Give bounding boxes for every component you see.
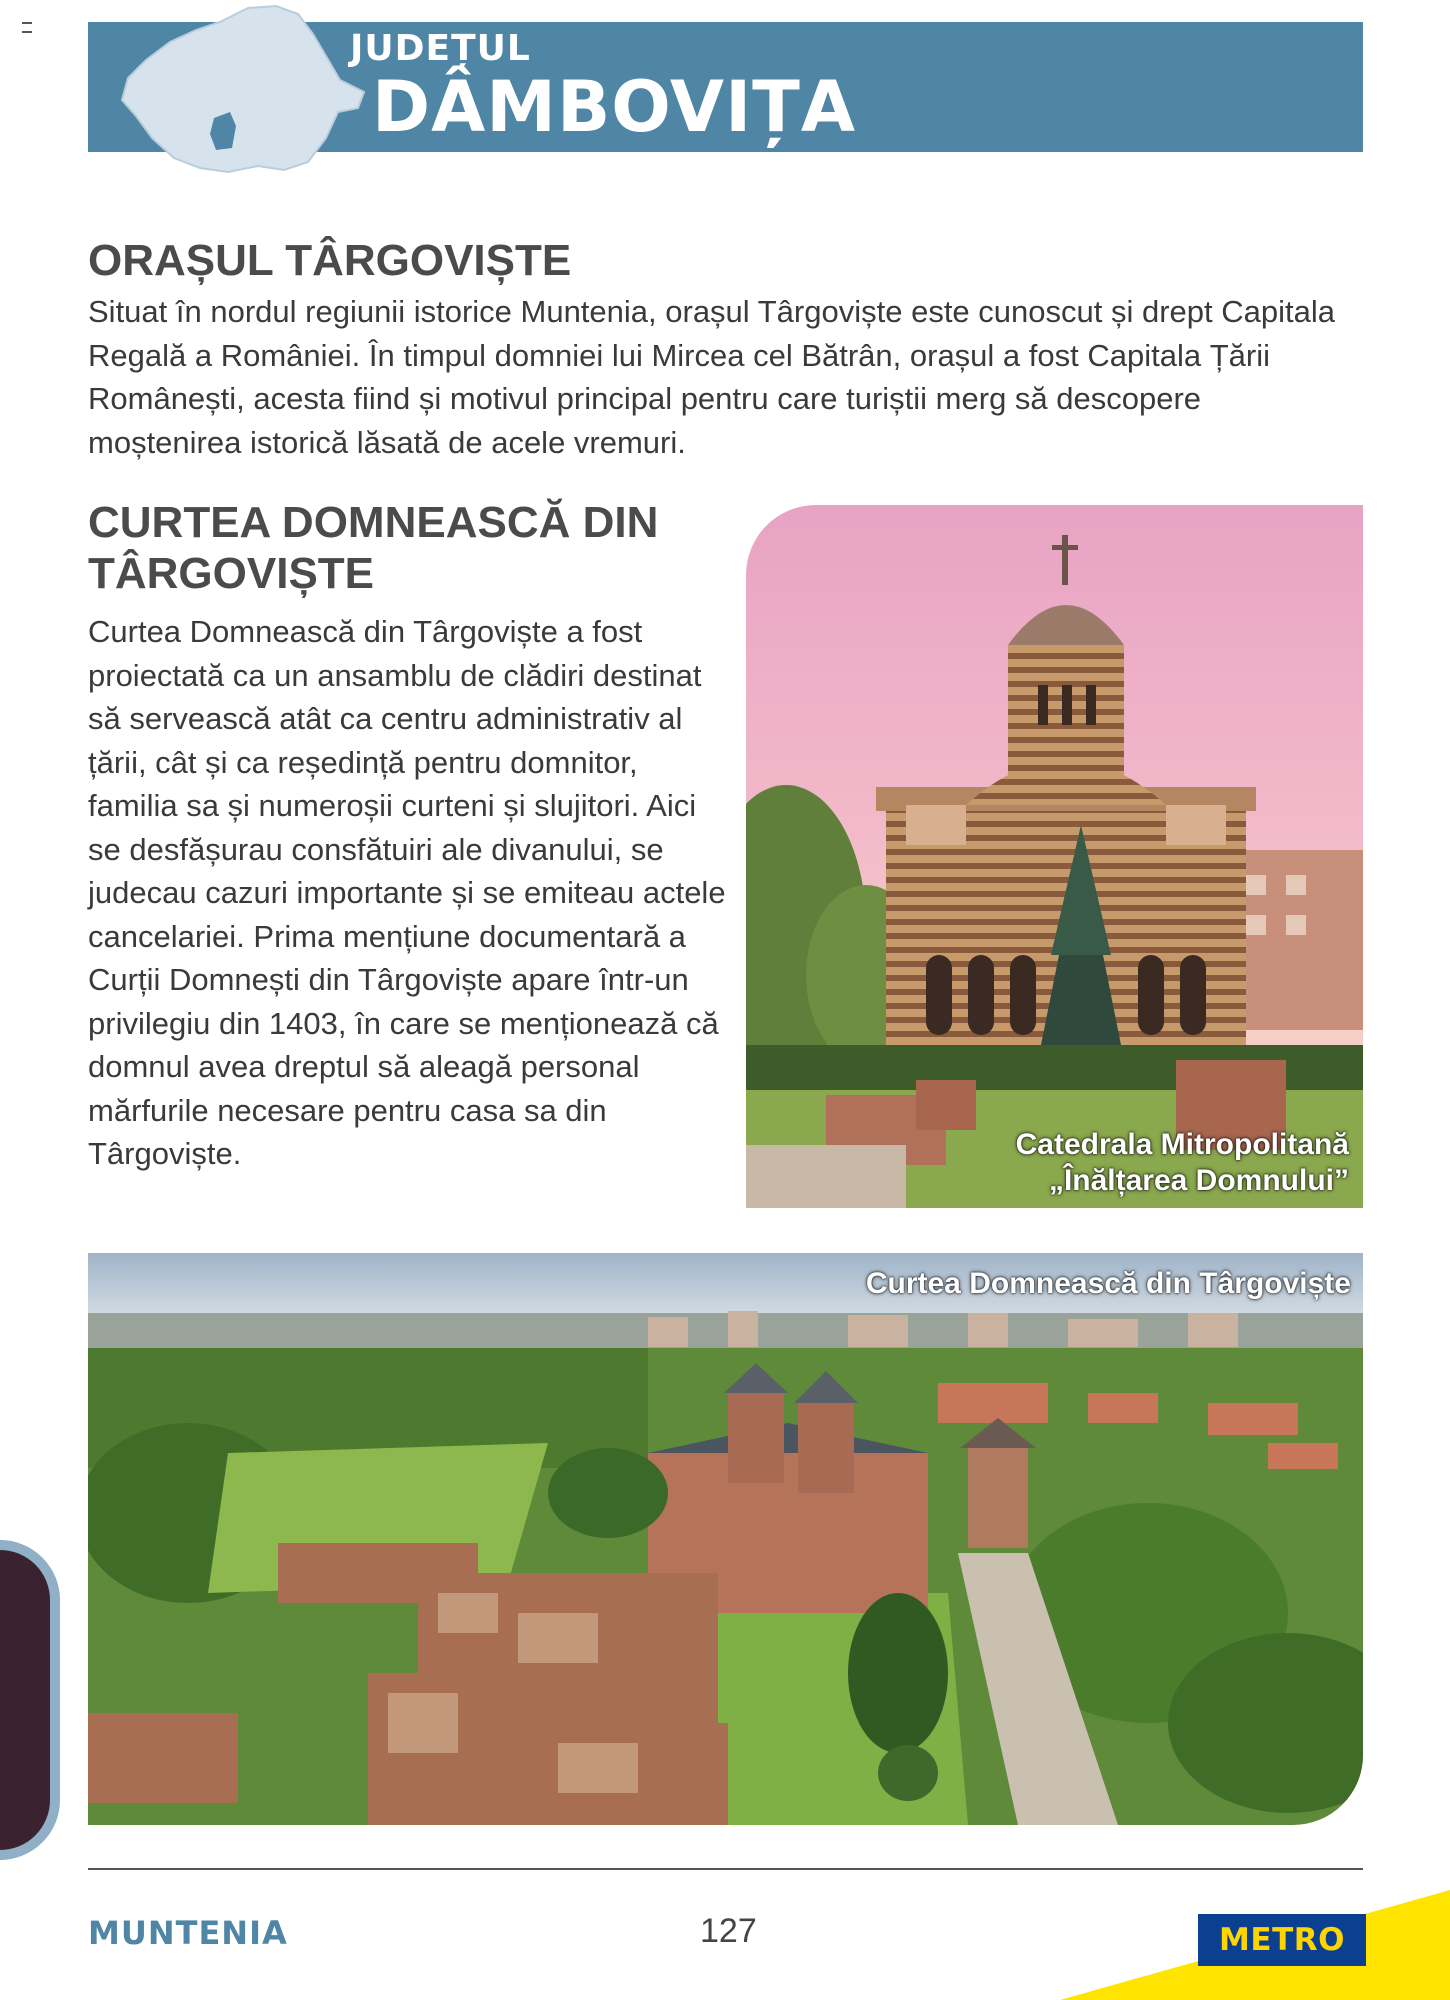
page-number: 127 (700, 1912, 757, 1950)
section-title-targoviste: ORAȘUL TÂRGOVIȘTE (88, 236, 572, 285)
cathedral-photo (746, 505, 1363, 1208)
romania-map-icon (108, 0, 368, 180)
section-title-curtea-text: CURTEA DOMNEASCĂ DIN TÂRGOVIȘTE (88, 498, 659, 598)
footer-region: MUNTENIA (88, 1914, 288, 1952)
banner-county-name: DÂMBOVIȚA (372, 66, 857, 148)
court-caption: Curtea Domnească din Târgoviște (865, 1267, 1351, 1300)
section-text-curtea: Curtea Domnească din Târgoviște a fost proiectată ca un ansamblu de clădiri destinat să servească atât ca centru administrativ al țării, cât și ca reședință pentru domnitor, familia sa și numeroșii curteni și slujitori. Aici se desfășurau consfătuiri ale divanului, se judecau cazuri importante și se emiteau actele cancelariei. Prima mențiune documentară a Curții Domnești din Târgoviște apare într-un privilegiu din 1403, în care se menționează că domnul avea dreptul să aleagă personal mărfurile necesare pentru casa sa din Târgoviște. (88, 614, 726, 1171)
cathedral-caption-line1: Catedrala Mitropolitană (1015, 1128, 1349, 1161)
cathedral-caption-line2: „Înălțarea Domnului” (1048, 1164, 1349, 1197)
section-text-targoviste: Situat în nordul regiunii istorice Muntenia, orașul Târgoviște este cunoscut și drept Capitala Regală a României. În timpul domniei lui Mircea cel Bătrân, orașul a fost Capitala Țării Românești, acesta fiind și motivul principal pentru care turiștii merg să descopere moștenirea istorică lăsată de acele vremuri. (88, 294, 1335, 460)
footer-divider (88, 1868, 1363, 1870)
menu-mark-icon (22, 22, 32, 33)
side-decorative-circle (0, 1540, 60, 1860)
metro-logo: METRO (1198, 1914, 1366, 1966)
banner-county-label: JUDEȚUL (350, 28, 531, 69)
court-aerial-photo (88, 1253, 1363, 1825)
section-title-curtea (88, 498, 728, 599)
